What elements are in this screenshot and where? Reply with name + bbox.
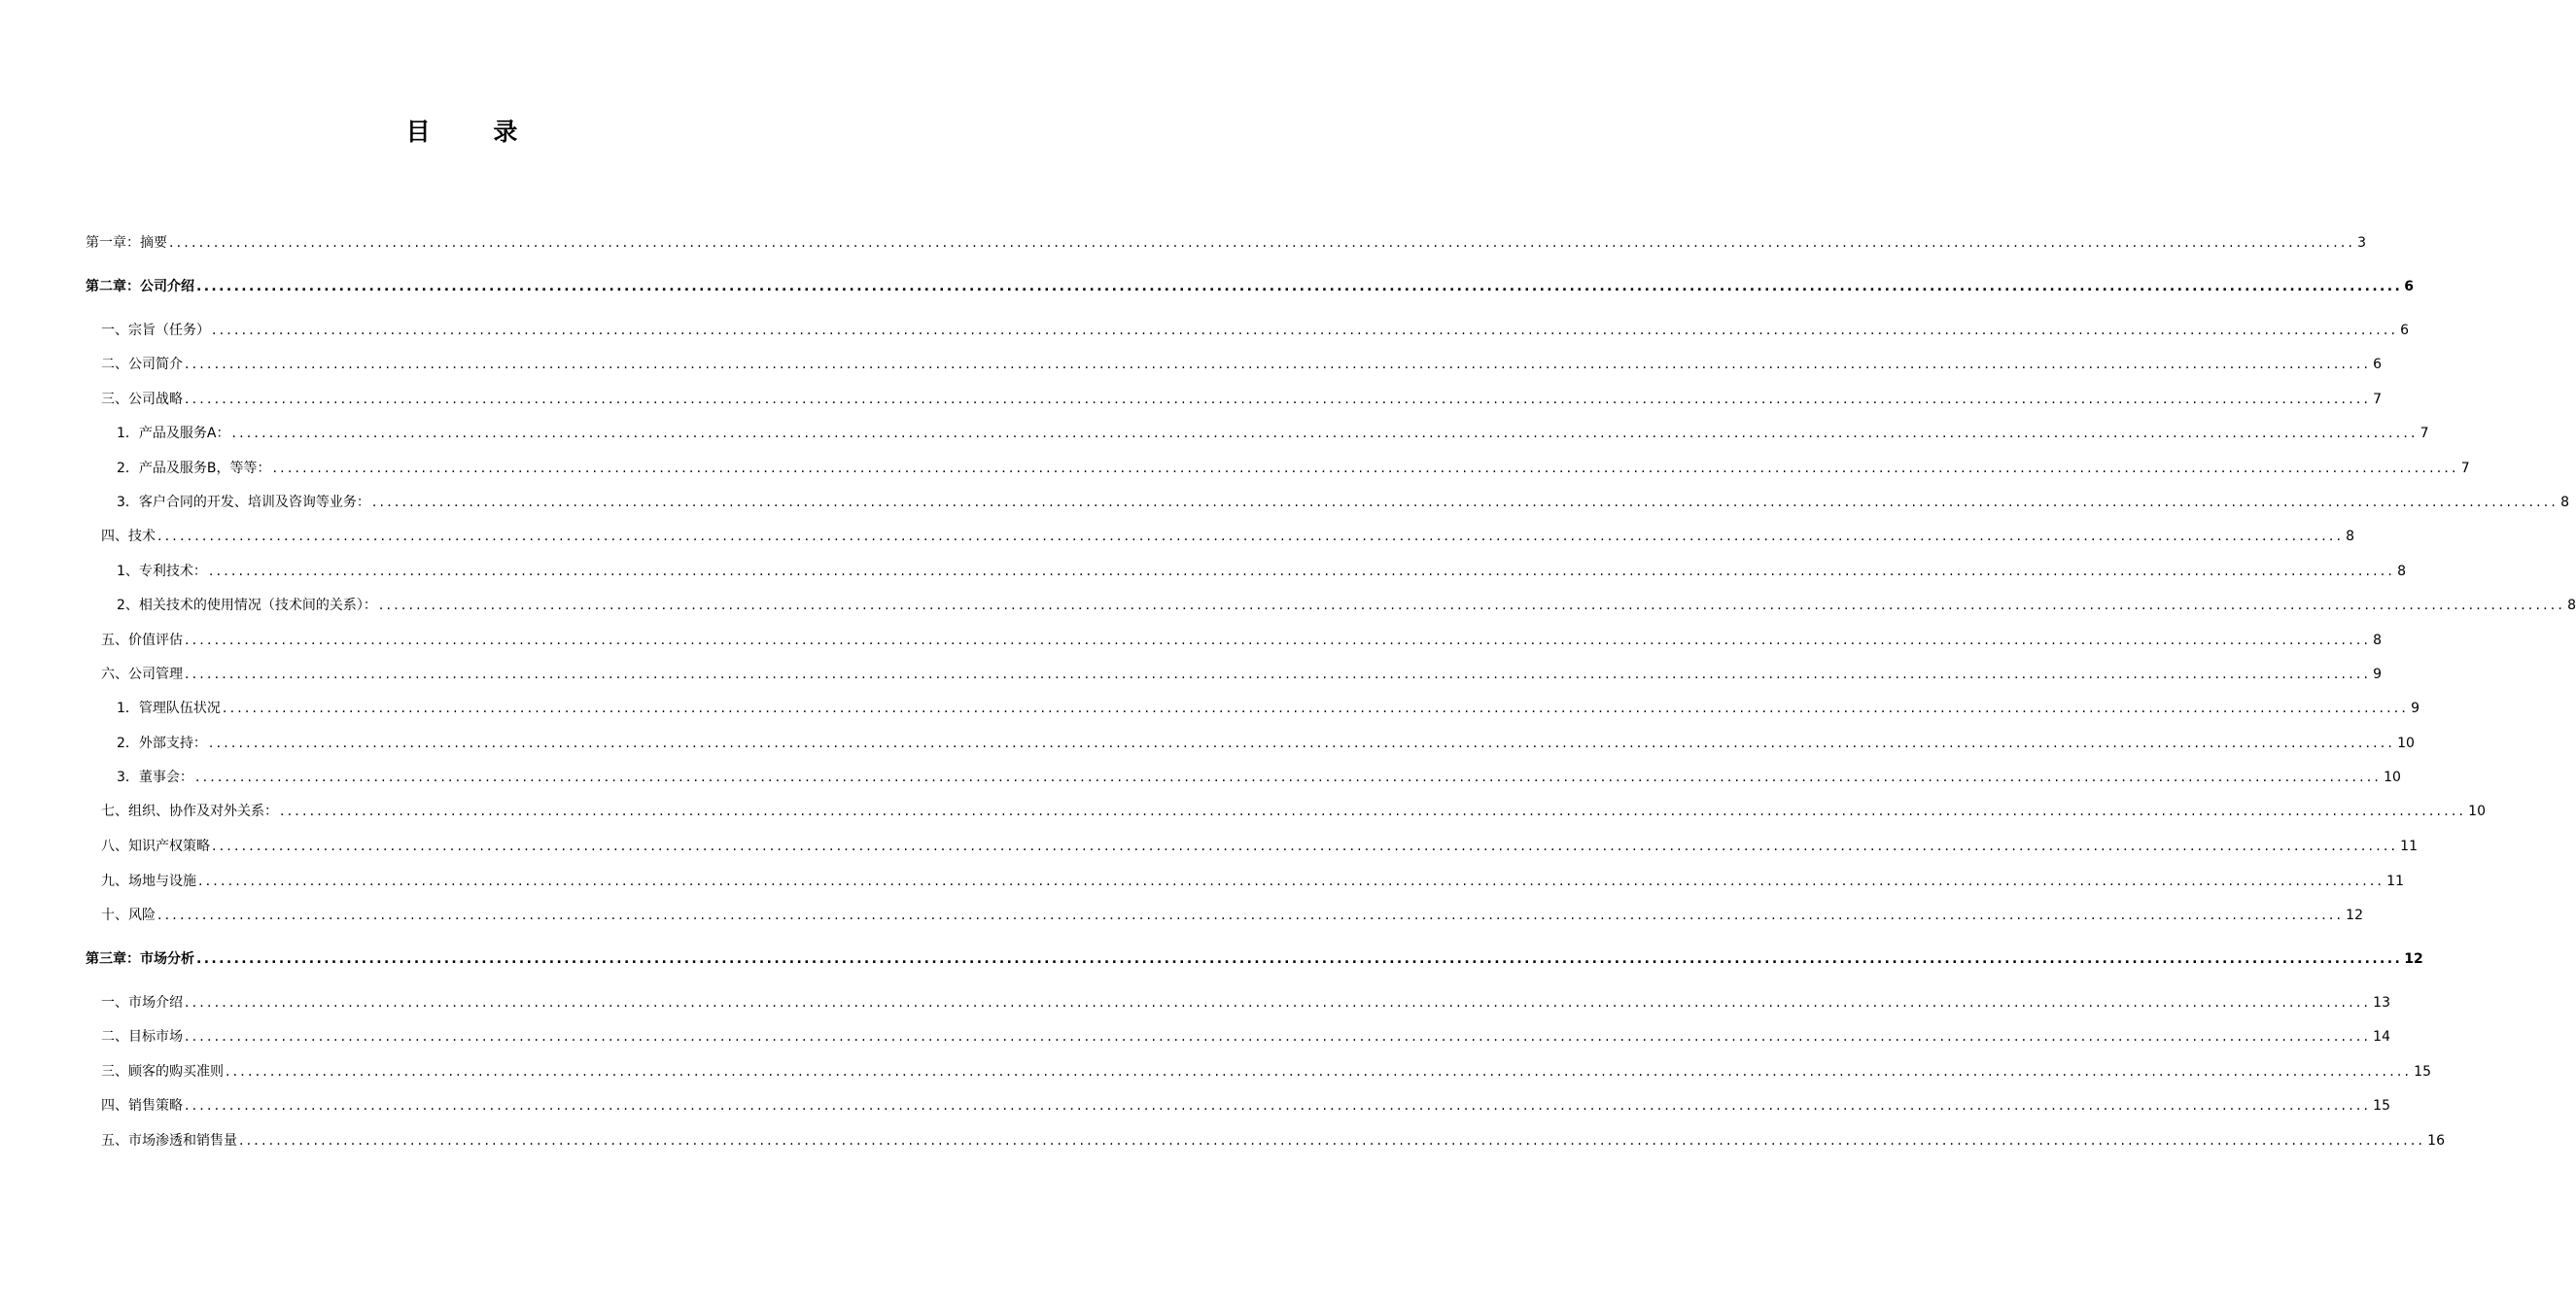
toc-entry-label: 第一章：摘要 xyxy=(86,235,167,251)
toc-entry[interactable] xyxy=(101,868,2404,891)
toc-entry-label: 第三章：市场分析 xyxy=(86,951,194,967)
toc-page-number: 6 xyxy=(2373,357,2383,372)
toc-dot-leader: ...................................................................................................................................................................................................................................................................................................... xyxy=(185,667,2372,682)
toc-dot-leader: ...................................................................................................................................................................................................................................................................................................... xyxy=(185,392,2372,407)
toc-page-number: 8 xyxy=(2373,633,2383,648)
toc-dot-leader: ...................................................................................................................................................................................................................................................................................................... xyxy=(194,770,2383,785)
toc-page-number: 7 xyxy=(2373,392,2383,407)
toc-entry-label: 3．客户合同的开发、培训及咨询等业务： xyxy=(117,495,370,510)
toc-entry-label: 2．产品及服务B，等等： xyxy=(117,461,271,476)
toc-entry[interactable] xyxy=(101,386,2383,409)
toc-dot-leader: ...................................................................................................................................................................................................................................................................................................... xyxy=(212,323,2399,338)
toc-page-number: 12 xyxy=(2404,951,2423,967)
toc-dot-leader: ...................................................................................................................................................................................................................................................................................................... xyxy=(169,235,2356,251)
toc-page-number: 15 xyxy=(2373,1098,2390,1114)
toc-entry-label: 二、目标市场 xyxy=(101,1029,183,1045)
toc-dot-leader: ...................................................................................................................................................................................................................................................................................................... xyxy=(222,701,2410,716)
toc-entry[interactable] xyxy=(117,558,2407,581)
toc-entry-label: 3．董事会： xyxy=(117,770,193,785)
toc-page-number: 3 xyxy=(2357,235,2367,251)
toc-entry[interactable] xyxy=(101,1058,2431,1082)
toc-page-number: 14 xyxy=(2373,1029,2390,1045)
toc-dot-leader: ...................................................................................................................................................................................................................................................................................................... xyxy=(239,1133,2426,1149)
toc-dot-leader: ...................................................................................................................................................................................................................................................................................................... xyxy=(226,1064,2413,1080)
toc-entry-label: 四、技术 xyxy=(101,529,156,544)
toc-entry-label: 三、公司战略 xyxy=(101,392,183,407)
toc-dot-leader: ...................................................................................................................................................................................................................................................................................................... xyxy=(272,461,2459,476)
toc-page-number: 6 xyxy=(2404,279,2414,294)
toc-page-number: 12 xyxy=(2346,908,2363,923)
page-title: 目 录 xyxy=(405,118,545,146)
toc-entry[interactable] xyxy=(101,989,2390,1013)
toc-entry-label: 2、相关技术的使用情况（技术间的关系）： xyxy=(117,598,377,613)
toc-dot-leader: ...................................................................................................................................................................................................................................................................................................... xyxy=(157,908,2345,923)
toc-entry-label: 1．管理队伍状况 xyxy=(117,701,221,716)
toc-entry-label: 七、组织、协作及对外关系： xyxy=(101,804,278,819)
toc-entry-label: 1、专利技术： xyxy=(117,564,207,579)
toc-dot-leader: ...................................................................................................................................................................................................................................................................................................... xyxy=(185,1098,2372,1114)
toc-entry-label: 五、市场渗透和销售量 xyxy=(101,1133,237,1149)
toc-entry[interactable] xyxy=(117,420,2429,443)
toc-dot-leader: ...................................................................................................................................................................................................................................................................................................... xyxy=(208,564,2396,579)
toc-page-number: 9 xyxy=(2411,701,2420,716)
toc-entry-label: 八、知识产权策略 xyxy=(101,839,210,854)
toc-page-number: 16 xyxy=(2427,1133,2445,1149)
toc-dot-leader: ...................................................................................................................................................................................................................................................................................................... xyxy=(157,529,2345,544)
toc-page-number: 10 xyxy=(2397,736,2415,751)
toc-dot-leader: ...................................................................................................................................................................................................................................................................................................... xyxy=(198,874,2385,889)
toc-dot-leader: ...................................................................................................................................................................................................................................................................................................... xyxy=(371,495,2559,510)
toc-page-number: 6 xyxy=(2400,323,2410,338)
toc-entry-label: 十、风险 xyxy=(101,908,156,923)
toc-entry[interactable] xyxy=(101,1023,2390,1047)
toc-page-number: 8 xyxy=(2560,495,2569,510)
toc-page-number: 7 xyxy=(2419,426,2429,441)
toc-dot-leader: ...................................................................................................................................................................................................................................................................................................... xyxy=(212,839,2399,854)
toc-entry[interactable] xyxy=(117,730,2415,753)
toc-page-number: 8 xyxy=(2397,564,2407,579)
toc-entry[interactable] xyxy=(117,695,2420,718)
toc-dot-leader: ...................................................................................................................................................................................................................................................................................................... xyxy=(196,951,2403,967)
toc-entry[interactable] xyxy=(117,489,2569,512)
toc-entry-label: 第二章：公司介绍 xyxy=(86,279,194,294)
toc-page-number: 11 xyxy=(2386,874,2404,889)
toc-entry-label: 一、宗旨（任务） xyxy=(101,323,210,338)
toc-page-number: 15 xyxy=(2414,1064,2431,1080)
toc-entry[interactable] xyxy=(101,627,2383,650)
toc-entry-label: 三、顾客的购买准则 xyxy=(101,1064,224,1080)
toc-dot-leader: ...................................................................................................................................................................................................................................................................................................... xyxy=(208,736,2396,751)
toc-entry[interactable] xyxy=(101,661,2383,684)
toc-entry-label: 二、公司简介 xyxy=(101,357,183,372)
toc-entry[interactable] xyxy=(101,798,2486,821)
toc-entry[interactable] xyxy=(101,523,2355,546)
toc-entry[interactable] xyxy=(101,351,2383,374)
toc-entry[interactable] xyxy=(117,764,2401,787)
toc-dot-leader: ...................................................................................................................................................................................................................................................................................................... xyxy=(185,357,2372,372)
toc-entry[interactable] xyxy=(101,317,2410,340)
toc-page-number: 10 xyxy=(2468,804,2486,819)
toc-dot-leader: ...................................................................................................................................................................................................................................................................................................... xyxy=(185,633,2372,648)
toc-dot-leader: ...................................................................................................................................................................................................................................................................................................... xyxy=(280,804,2467,819)
toc-page-number: 9 xyxy=(2373,667,2383,682)
toc-entry-label: 五、价值评估 xyxy=(101,633,183,648)
toc-page-number: 10 xyxy=(2384,770,2401,785)
toc-dot-leader: ...................................................................................................................................................................................................................................................................................................... xyxy=(231,426,2419,441)
toc-dot-leader: ...................................................................................................................................................................................................................................................................................................... xyxy=(185,995,2372,1011)
toc-entry[interactable] xyxy=(101,902,2363,925)
toc-dot-leader: ...................................................................................................................................................................................................................................................................................................... xyxy=(196,279,2403,294)
toc-entry-label: 六、公司管理 xyxy=(101,667,183,682)
toc-entry-label: 九、场地与设施 xyxy=(101,874,196,889)
toc-entry-label: 一、市场介绍 xyxy=(101,995,183,1011)
toc-entry[interactable] xyxy=(117,455,2470,478)
toc-entry[interactable] xyxy=(101,833,2418,856)
toc-entry[interactable] xyxy=(101,1127,2445,1151)
toc-entry-label: 2．外部支持： xyxy=(117,736,207,751)
toc-page-number: 8 xyxy=(2346,529,2355,544)
toc-dot-leader: ...................................................................................................................................................................................................................................................................................................... xyxy=(378,598,2566,613)
toc-page-number: 11 xyxy=(2400,839,2418,854)
toc-entry[interactable] xyxy=(117,592,2576,615)
toc-page-number: 8 xyxy=(2567,598,2576,613)
toc-entry[interactable] xyxy=(101,1092,2390,1116)
toc-page-number: 13 xyxy=(2373,995,2390,1011)
toc-entry-label: 1．产品及服务A： xyxy=(117,426,230,441)
toc-entry-label: 四、销售策略 xyxy=(101,1098,183,1114)
toc-entry[interactable] xyxy=(86,945,2423,969)
toc-page-number: 7 xyxy=(2460,461,2470,476)
toc-entry[interactable] xyxy=(86,273,2414,296)
toc-dot-leader: ...................................................................................................................................................................................................................................................................................................... xyxy=(185,1029,2372,1045)
toc-entry[interactable] xyxy=(86,229,2367,253)
